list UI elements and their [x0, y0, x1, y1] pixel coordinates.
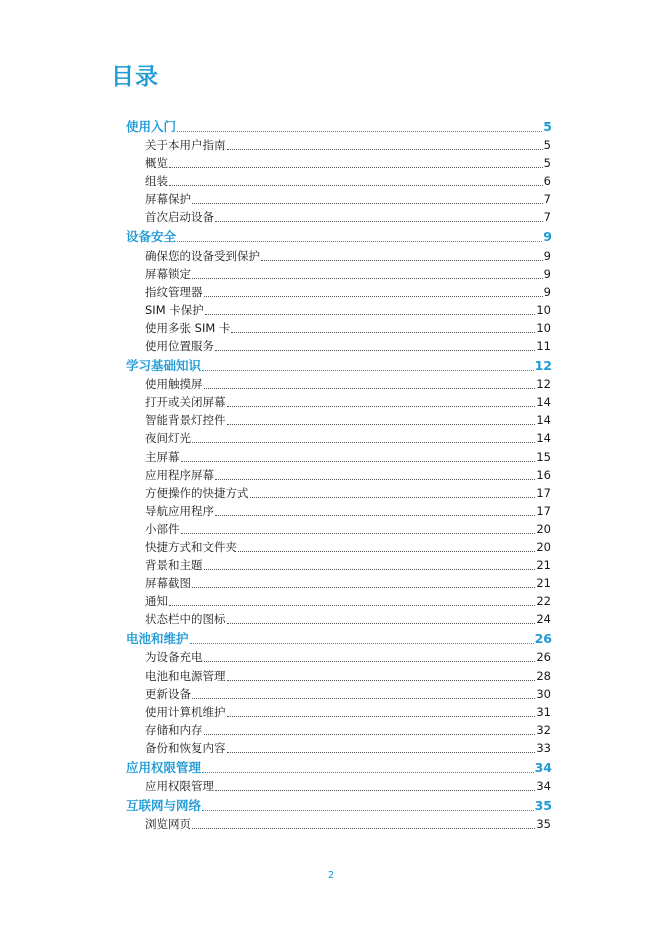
item-title: 智能背景灯控件: [145, 413, 226, 428]
item-page: 35: [536, 817, 551, 832]
toc-item[interactable]: [145, 738, 551, 756]
dot-leader: [204, 661, 536, 662]
item-title: 状态栏中的图标: [145, 612, 226, 627]
dot-leader: [215, 790, 535, 791]
dot-leader: [177, 131, 542, 132]
toc-item[interactable]: [145, 483, 551, 501]
item-page: 32: [536, 722, 551, 737]
toc-item[interactable]: [145, 519, 551, 537]
dot-leader: [204, 388, 536, 389]
chapter-title: 学习基础知识: [126, 358, 202, 374]
item-title: 电池和电源管理: [145, 668, 226, 683]
item-title: 应用权限管理: [145, 779, 214, 793]
toc-item[interactable]: [145, 555, 551, 573]
chapter-title: 设备安全: [126, 229, 177, 245]
toc-chapter[interactable]: [126, 117, 552, 135]
item-page: 5: [543, 156, 551, 171]
item-title: 使用计算机维护: [145, 704, 226, 719]
toc-item[interactable]: [145, 392, 551, 410]
toc-item[interactable]: [145, 720, 551, 738]
item-title: 存储和内存: [145, 722, 203, 737]
item-title: 打开或关闭屏幕: [145, 395, 226, 410]
item-page: 28: [536, 668, 551, 683]
toc-item[interactable]: [145, 665, 551, 683]
toc-item[interactable]: [145, 264, 551, 282]
item-title: 关于本用户指南: [145, 138, 226, 153]
item-title: 组装: [145, 174, 168, 189]
dot-leader: [215, 479, 535, 480]
item-page: 7: [543, 210, 551, 225]
item-title: 小部件: [145, 521, 180, 536]
item-page: 20: [536, 521, 551, 536]
item-title: 指纹管理器: [145, 284, 203, 299]
item-title: 首次启动设备: [145, 210, 214, 225]
item-page: 21: [536, 576, 551, 591]
item-title: SIM 卡保护: [145, 302, 204, 317]
chapter-title: 使用入门: [126, 119, 177, 134]
item-page: 20: [536, 539, 551, 554]
chapter-page: 26: [534, 631, 552, 647]
dot-leader: [250, 497, 536, 498]
dot-leader: [192, 828, 535, 829]
toc-item[interactable]: [145, 171, 551, 189]
toc-item[interactable]: [145, 135, 551, 153]
toc-item[interactable]: [145, 318, 551, 336]
toc-item[interactable]: [145, 374, 551, 392]
item-page: 15: [536, 449, 551, 464]
item-page: 14: [536, 431, 551, 446]
chapter-page: 34: [534, 759, 552, 775]
dot-leader: [227, 680, 536, 681]
item-title: 屏幕截图: [145, 576, 191, 591]
page-title: 目录: [111, 64, 159, 90]
item-title: 通知: [145, 594, 168, 609]
dot-leader: [238, 551, 535, 552]
chapter-page: 12: [534, 358, 552, 374]
item-title: 快捷方式和文件夹: [145, 539, 237, 554]
dot-leader: [227, 424, 536, 425]
item-title: 更新设备: [145, 686, 191, 701]
chapter-title: 互联网与网络: [126, 798, 202, 813]
toc-item[interactable]: [145, 300, 551, 318]
item-title: 方便操作的快捷方式: [145, 485, 249, 500]
toc-item[interactable]: [145, 336, 551, 354]
toc-item[interactable]: [145, 501, 551, 519]
item-title: 确保您的设备受到保护: [145, 248, 260, 263]
dot-leader: [227, 623, 536, 624]
table-of-contents: [0, 117, 662, 832]
item-page: 9: [543, 248, 551, 263]
toc-item[interactable]: [145, 573, 551, 591]
dot-leader: [169, 185, 543, 186]
dot-leader: [181, 533, 536, 534]
dot-leader: [215, 515, 535, 516]
item-page: 34: [536, 779, 551, 793]
item-title: 屏幕锁定: [145, 266, 191, 281]
chapter-page: 35: [534, 798, 552, 813]
page-number: 2: [327, 870, 335, 881]
dot-leader: [215, 221, 543, 222]
toc-item[interactable]: [145, 245, 551, 263]
item-page: 14: [536, 413, 551, 428]
dot-leader: [204, 734, 536, 735]
item-page: 12: [536, 377, 551, 392]
toc-item[interactable]: [145, 684, 551, 702]
toc-item[interactable]: [145, 207, 551, 225]
dot-leader: [202, 370, 534, 371]
toc-item[interactable]: [145, 776, 551, 794]
dot-leader: [231, 332, 535, 333]
dot-leader: [192, 203, 543, 204]
dot-leader: [205, 314, 536, 315]
item-title: 导航应用程序: [145, 503, 214, 518]
item-title: 背景和主题: [145, 558, 203, 573]
toc-item[interactable]: [145, 410, 551, 428]
toc-item[interactable]: [145, 702, 551, 720]
dot-leader: [204, 569, 536, 570]
dot-leader: [215, 350, 535, 351]
item-title: 浏览网页: [145, 817, 191, 832]
item-page: 31: [536, 704, 551, 719]
toc-item[interactable]: [145, 446, 551, 464]
item-title: 使用触摸屏: [145, 377, 203, 392]
item-page: 10: [536, 320, 551, 335]
item-title: 为设备充电: [145, 650, 203, 665]
chapter-page: 9: [543, 229, 552, 245]
chapter-title: 应用权限管理: [126, 759, 202, 775]
toc-item[interactable]: [145, 647, 551, 665]
dot-leader: [204, 296, 543, 297]
toc-chapter[interactable]: [126, 227, 552, 245]
dot-leader: [181, 461, 536, 462]
item-title: 屏幕保护: [145, 192, 191, 207]
dot-leader: [227, 406, 536, 407]
dot-leader: [177, 241, 542, 242]
item-title: 使用多张 SIM 卡: [145, 320, 231, 335]
toc-chapter[interactable]: [126, 796, 552, 814]
toc-item[interactable]: [145, 537, 551, 555]
dot-leader: [169, 167, 543, 168]
dot-leader: [192, 442, 535, 443]
item-page: 21: [536, 558, 551, 573]
item-page: 30: [536, 686, 551, 701]
item-title: 概览: [145, 156, 168, 171]
item-title: 夜间灯光: [145, 431, 191, 446]
item-title: 主屏幕: [145, 449, 180, 464]
toc-chapter[interactable]: [126, 629, 552, 647]
item-page: 17: [536, 503, 551, 518]
item-title: 备份和恢复内容: [145, 740, 226, 755]
dot-leader: [227, 716, 536, 717]
item-page: 9: [543, 284, 551, 299]
dot-leader: [169, 605, 535, 606]
item-title: 应用程序屏幕: [145, 467, 214, 482]
item-page: 5: [543, 138, 551, 153]
dot-leader: [192, 698, 535, 699]
item-page: 14: [536, 395, 551, 410]
toc-item[interactable]: [145, 189, 551, 207]
toc-chapter[interactable]: [126, 758, 552, 776]
item-title: 使用位置服务: [145, 339, 214, 354]
item-page: 26: [536, 650, 551, 665]
item-page: 33: [536, 740, 551, 755]
toc-item[interactable]: [145, 153, 551, 171]
item-page: 22: [536, 594, 551, 609]
toc-item[interactable]: [145, 282, 551, 300]
item-page: 9: [543, 266, 551, 281]
item-page: 17: [536, 485, 551, 500]
dot-leader: [192, 278, 543, 279]
dot-leader: [202, 810, 534, 811]
dot-leader: [190, 643, 534, 644]
dot-leader: [227, 149, 543, 150]
item-page: 24: [536, 612, 551, 627]
toc-item[interactable]: [145, 814, 551, 832]
item-page: 16: [536, 467, 551, 482]
toc-item[interactable]: [145, 609, 551, 627]
item-page: 7: [543, 192, 551, 207]
item-page: 10: [536, 302, 551, 317]
dot-leader: [261, 260, 543, 261]
dot-leader: [202, 772, 534, 773]
item-page: 6: [543, 174, 551, 189]
dot-leader: [227, 752, 536, 753]
dot-leader: [192, 587, 535, 588]
chapter-title: 电池和维护: [126, 631, 189, 647]
toc-item[interactable]: [145, 428, 551, 446]
item-page: 11: [536, 339, 551, 354]
toc-item[interactable]: [145, 591, 551, 609]
toc-chapter[interactable]: [126, 356, 552, 374]
chapter-page: 5: [543, 119, 552, 134]
toc-item[interactable]: [145, 465, 551, 483]
